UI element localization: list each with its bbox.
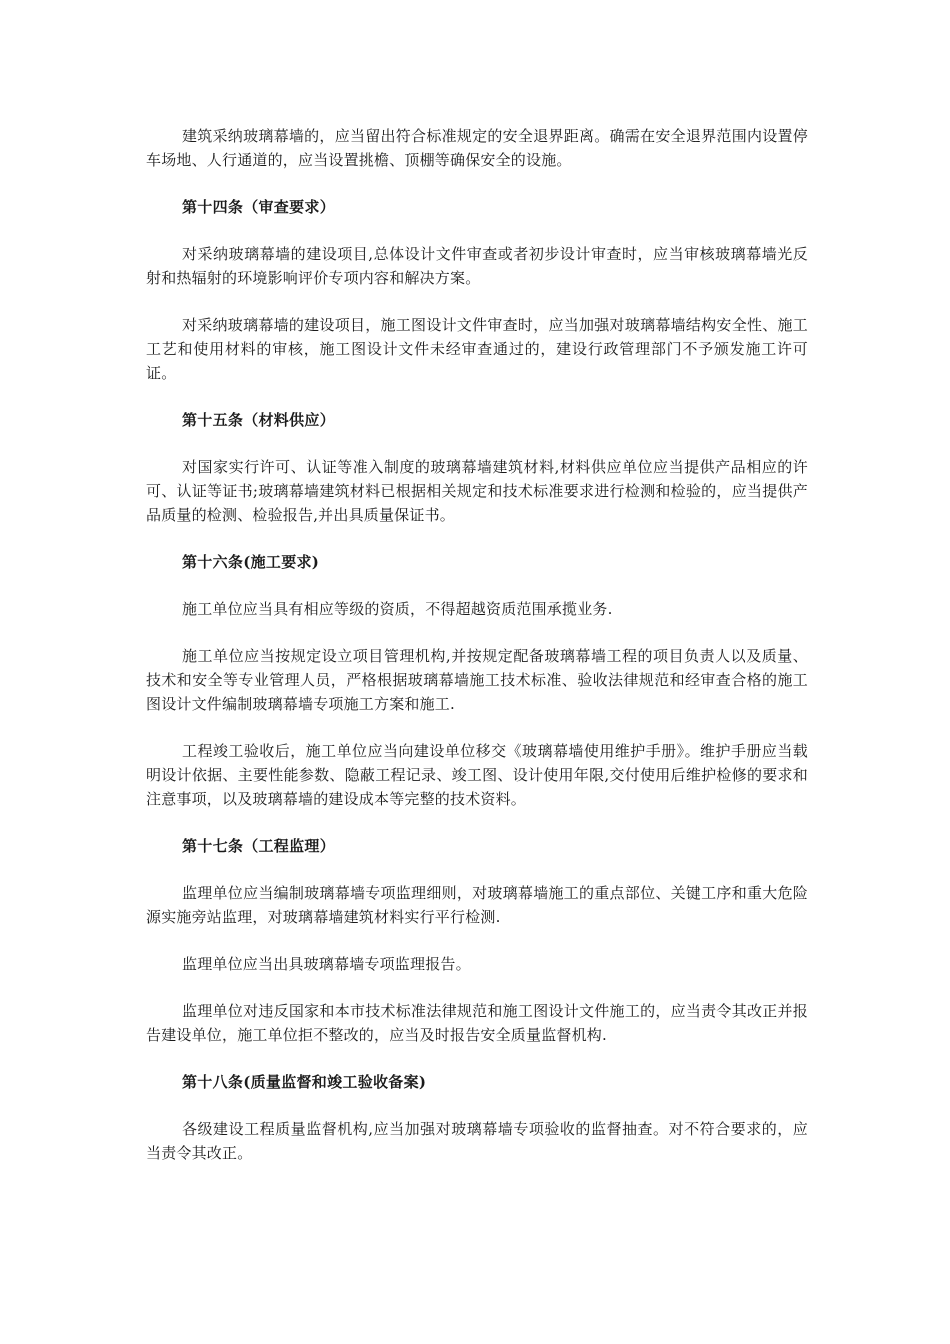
paragraph-maintenance-manual: 工程竣工验收后，施工单位应当向建设单位移交《玻璃幕墙使用维护手册》。维护手册应当载明设计依据、主要性能参数、隐蔽工程记录、竣工图、设计使用年限,交付使用后维护检修的要求和注意事项，以及玻璃幕墙的建设成本等完整的技术资料。 (146, 742, 808, 808)
paragraph-project-management: 施工单位应当按规定设立项目管理机构,并按规定配备玻璃幕墙工程的项目负责人以及质量、技术和安全等专业管理人员，严格根据玻璃幕墙施工技术标准、验收法律规范和经审查合格的施工图设计文件编制玻璃幕墙专项施工方案和施工. (146, 647, 808, 713)
document-page (146, 124, 808, 1188)
paragraph-supervision-rules: 监理单位应当编制玻璃幕墙专项监理细则，对玻璃幕墙施工的重点部位、关键工序和重大危险源实施旁站监理，对玻璃幕墙建筑材料实行平行检测. (146, 884, 808, 926)
heading-article-14: 第十四条（审查要求） (182, 198, 336, 216)
paragraph-material-supply: 对国家实行许可、认证等准入制度的玻璃幕墙建筑材料,材料供应单位应当提供产品相应的许可、认证等证书;玻璃幕墙建筑材料已根据相关规定和技术标准要求进行检测和检验的，应当提供产品质量的检测、检验报告,并出具质量保证书。 (146, 458, 808, 524)
heading-article-16: 第十六条(施工要求) (182, 553, 320, 571)
heading-article-17: 第十七条（工程监理） (182, 837, 336, 855)
paragraph-violation-correction: 监理单位对违反国家和本市技术标准法律规范和施工图设计文件施工的，应当责令其改正并报告建设单位，施工单位拒不整改的，应当及时报告安全质量监督机构. (146, 1002, 808, 1044)
heading-article-15: 第十五条（材料供应） (182, 411, 336, 429)
paragraph-construction-drawing-review: 对采纳玻璃幕墙的建设项目，施工图设计文件审查时，应当加强对玻璃幕墙结构安全性、施工工艺和使用材料的审核，施工图设计文件未经审查通过的，建设行政管理部门不予颁发施工许可证。 (146, 316, 808, 382)
paragraph-contractor-qualification: 施工单位应当具有相应等级的资质，不得超越资质范围承揽业务. (182, 600, 613, 618)
paragraph-quality-supervision: 各级建设工程质量监督机构,应当加强对玻璃幕墙专项验收的监督抽查。对不符合要求的，应当责令其改正。 (146, 1120, 808, 1162)
heading-article-18: 第十八条(质量监督和竣工验收备案) (182, 1073, 427, 1091)
paragraph-safety-setback: 建筑采纳玻璃幕墙的，应当留出符合标准规定的安全退界距离。确需在安全退界范围内设置停车场地、人行通道的，应当设置挑檐、顶棚等确保安全的设施。 (146, 127, 808, 169)
paragraph-supervision-report: 监理单位应当出具玻璃幕墙专项监理报告。 (182, 955, 471, 973)
paragraph-design-review: 对采纳玻璃幕墙的建设项目,总体设计文件审查或者初步设计审查时，应当审核玻璃幕墙光反射和热辐射的环境影响评价专项内容和解决方案。 (146, 245, 808, 287)
